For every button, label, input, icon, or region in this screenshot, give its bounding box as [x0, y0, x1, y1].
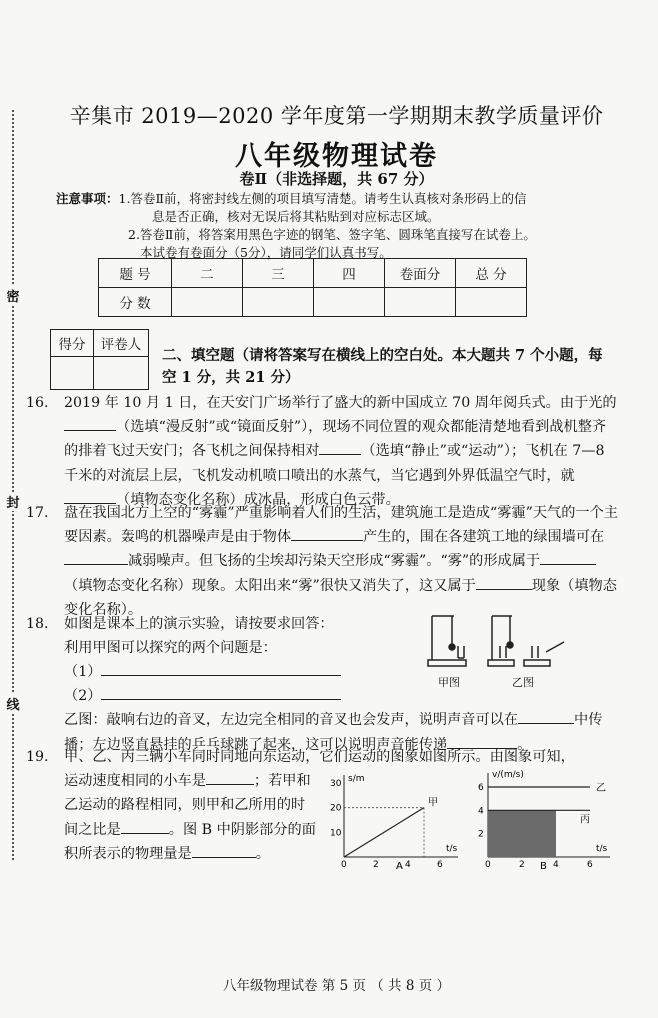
q19-text-4b: 。图 B 中阴影部分的面	[168, 821, 316, 838]
series-jia-label: 甲	[428, 797, 438, 809]
figure-b-label: 乙图	[512, 676, 534, 689]
q16-text-1: 2019 年 10 月 1 日，在天安门广场举行了盛大的新中国成立 70 周年阅兵式。由于光的	[64, 395, 617, 411]
sub-label-2: （2）	[64, 688, 102, 705]
answer-blank[interactable]	[64, 415, 116, 431]
header-cell: 总 分	[456, 259, 527, 288]
graph-b	[472, 767, 614, 871]
series-yi-label: 乙	[596, 783, 606, 794]
grader-name-label: 评卷人	[94, 330, 149, 357]
y-tick-label: 20	[330, 803, 342, 814]
q19-text-2a: 运动速度相同的小车是	[64, 773, 206, 790]
q17-text-4: （填物态变化名称）现象。太阳出来“雾”很快又消失了，这又属于	[64, 577, 476, 594]
q16-text-4: （填物态变化名称）成冰晶，形成白色云带。	[116, 491, 400, 508]
x-tick-label: 6	[587, 860, 593, 870]
graph-a	[322, 771, 462, 871]
y-axis-label: s/m	[348, 774, 365, 784]
graph-caption: B	[540, 861, 547, 871]
x-tick-label: 0	[341, 860, 347, 870]
q18-text-3: 。	[517, 736, 532, 753]
figure-a-label: 甲图	[438, 676, 460, 689]
q18-text-2: 中传播；左边竖直悬挂的乒乓球跳了起来，这可以说明声音能传递	[64, 712, 603, 753]
q18-intro: 如图是课本上的演示实验，请按要求回答：	[64, 616, 334, 632]
q16-text-3: （选填“静止”或“运动”）；飞机在 7—8 千米的对流层上层，飞机发动机喷口喷出的水蒸气，当它遇到外界低温空气时，就	[64, 443, 605, 484]
question-number: 19.	[26, 749, 49, 765]
q18-text-1: 乙图：敲响右边的音叉，左边完全相同的音叉也会发声，说明声音可以在	[64, 712, 519, 729]
x-axis-label: t/s	[596, 844, 608, 854]
q19-text-3: 乙运动的路程相同，则甲和乙所用的时	[64, 797, 306, 814]
score-cell[interactable]	[456, 288, 527, 317]
score-table-row	[99, 288, 527, 317]
question-19	[26, 745, 618, 871]
exam-title: 辛集市 2019—2020 学年度第一学期期末教学质量评价	[69, 104, 604, 128]
seal-char-mi: 密	[4, 286, 22, 305]
score-cell[interactable]	[385, 288, 456, 317]
question-18	[26, 612, 618, 757]
q17-text-1: 盘在我国北方上空的“雾霾”严重影响着人们的生活，建筑施工是造成“雾霾”天气的一个主要因素。轰鸣的机器噪声是由于物体	[64, 505, 618, 546]
q17-text-3: 减弱噪声。但飞扬的尘埃却污染天空形成“雾霾”。“雾”的形成属于	[128, 553, 541, 570]
q16-text-2: （选填“漫反射”或“镜面反射”），现场不同位置的观众都能清楚地看到战机整齐的排着飞过天安门；各飞机之间保持相对	[64, 419, 607, 460]
y-tick-label: 30	[330, 779, 342, 789]
x-tick-label: 2	[373, 860, 379, 870]
note-2a: 2.答卷Ⅱ前，将答案用黑色字迹的钢笔、签字笔、圆珠笔直接写在试卷上。	[128, 227, 536, 242]
exam-page	[26, 0, 639, 1018]
answer-blank[interactable]	[121, 818, 169, 834]
figure-b-apparatus	[488, 616, 564, 666]
figure-a-apparatus	[428, 616, 466, 666]
y-tick-label: 6	[478, 783, 484, 793]
paper-title: 八年级物理试卷	[235, 141, 438, 172]
answer-blank[interactable]	[192, 842, 256, 858]
score-cell[interactable]	[243, 288, 314, 317]
q19-text-2b: ；若甲和	[253, 773, 311, 790]
x-tick-label: 4	[553, 860, 559, 870]
answer-blank[interactable]	[540, 549, 596, 565]
header-cell: 二	[172, 259, 243, 288]
score-table	[98, 258, 527, 317]
seal-line	[12, 110, 14, 860]
q17-text-2: 产生的，围在各建筑工地的绿围墙可在	[363, 529, 605, 546]
question-number: 18.	[26, 616, 49, 632]
q18-prompt: 利用甲图可以探究的两个问题是：	[64, 640, 277, 657]
grader-name-cell[interactable]	[94, 357, 149, 390]
y-axis-label: v/(m/s)	[492, 770, 524, 780]
grader-score-label: 得分	[51, 330, 94, 357]
q17-text-5: 现象（填物态变化名称）。	[64, 577, 617, 618]
question-number: 16.	[26, 395, 49, 411]
score-cell[interactable]	[172, 288, 243, 317]
answer-blank[interactable]	[518, 708, 574, 724]
note-1b: 息是否正确，核对无误后将其粘贴到对应标志区域。	[152, 209, 440, 224]
question-17	[26, 501, 618, 622]
answer-blank[interactable]	[319, 439, 361, 455]
series-jia-line	[344, 808, 424, 857]
page-footer: 八年级物理试卷 第 5 页 （ 共 8 页 ）	[222, 978, 450, 994]
row-label: 分 数	[99, 288, 172, 317]
grader-box	[50, 329, 149, 390]
q19-text-4a: 间之比是	[64, 821, 121, 838]
score-table-header	[99, 259, 527, 288]
x-tick-label: 6	[437, 860, 443, 870]
q19-text-5b: 。	[255, 845, 270, 862]
note-1a: 1.答卷Ⅱ前，将密封线左侧的项目填写清楚。请考生认真核对条形码上的信	[118, 191, 527, 206]
instructions	[56, 190, 596, 262]
header-cell: 题 号	[99, 259, 172, 288]
q19-text-5a: 积所表示的物理量是	[64, 845, 192, 862]
graph-caption: A	[396, 861, 403, 871]
answer-blank[interactable]	[206, 769, 254, 785]
series-bing-label: 丙	[580, 814, 590, 826]
note-2b: 本试卷有卷面分（5分），请同学们认真书写。	[140, 245, 392, 260]
binding-margin	[0, 0, 26, 1018]
x-tick-label: 2	[519, 860, 525, 870]
header-cell: 四	[314, 259, 385, 288]
part-title: 卷Ⅱ（非选择题，共 67 分）	[239, 170, 434, 188]
grader-score-cell[interactable]	[51, 357, 94, 390]
question-number: 17.	[26, 505, 49, 521]
shaded-area	[488, 810, 556, 857]
y-tick-label: 2	[478, 829, 484, 840]
question-16	[26, 391, 618, 512]
tuning-fork-figure	[416, 612, 596, 692]
score-cell[interactable]	[314, 288, 385, 317]
answer-blank[interactable]	[476, 574, 532, 590]
seal-char-xian: 线	[4, 694, 22, 713]
x-tick-label: 4	[405, 860, 411, 870]
header-cell: 三	[243, 259, 314, 288]
answer-line-1[interactable]	[101, 660, 341, 676]
y-tick-label: 10	[330, 828, 342, 839]
answer-blank[interactable]	[64, 549, 128, 565]
answer-line-2[interactable]	[101, 684, 341, 700]
sub-label-1: （1）	[64, 664, 102, 681]
y-tick-label: 4	[478, 806, 484, 817]
header-cell: 卷面分	[385, 259, 456, 288]
q19-intro: 甲、乙、丙三辆小车同时同地向东运动，它们运动的图象如图所示。由图象可知，	[64, 749, 575, 765]
x-tick-label: 0	[485, 860, 491, 870]
instructions-label: 注意事项：	[56, 191, 119, 206]
section-title: 二、填空题（请将答案写在横线上的空白处。本大题共 7 个小题，每空 1 分，共 21 分）	[162, 347, 603, 386]
x-axis-label: t/s	[446, 844, 458, 854]
seal-char-feng: 封	[4, 492, 22, 511]
answer-blank[interactable]	[291, 525, 363, 541]
